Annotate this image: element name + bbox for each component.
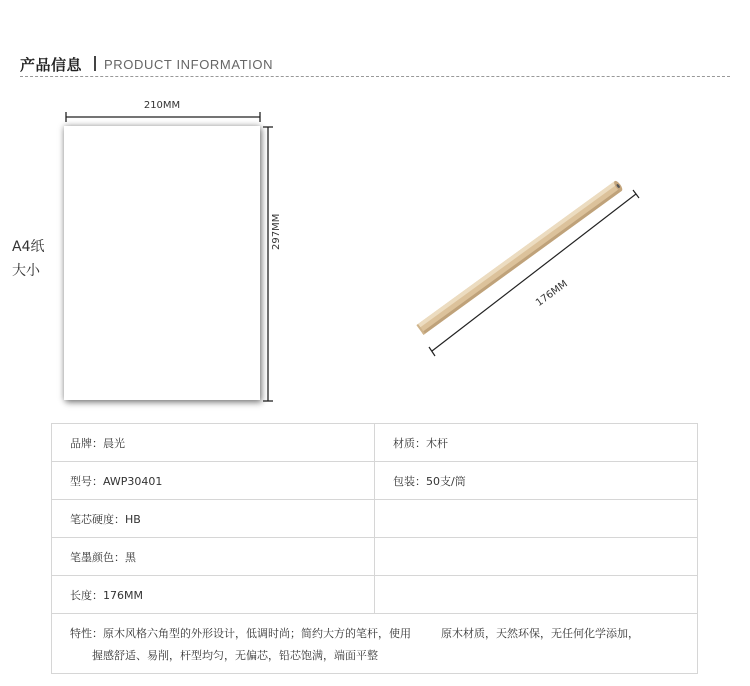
spec-material: 材质：木杆 — [375, 424, 698, 462]
spec-table — [51, 423, 698, 674]
spec-empty — [375, 538, 698, 576]
table-row — [52, 424, 698, 462]
spec-ink-color: 笔墨颜色：黑 — [52, 538, 375, 576]
pencil-length-label: 176MM — [534, 278, 570, 309]
spec-hardness: 笔芯硬度：HB — [52, 500, 375, 538]
pencil-length-dimension — [429, 190, 639, 356]
spec-features — [52, 614, 698, 674]
table-row — [52, 462, 698, 500]
table-row — [52, 614, 698, 674]
section-title-en: PRODUCT INFORMATION — [104, 57, 274, 72]
spec-brand: 品牌：晨光 — [52, 424, 375, 462]
spec-empty — [375, 576, 698, 614]
section-title-cn: 产品信息 — [20, 56, 83, 74]
spec-empty — [375, 500, 698, 538]
features-line-2: 握感舒适、易削，杆型均匀，无偏芯，铅芯饱满，端面平整 — [92, 648, 378, 662]
paper-height-dimension — [263, 127, 273, 401]
paper-width-dimension — [66, 112, 260, 122]
spec-package: 包装：50支/筒 — [375, 462, 698, 500]
table-row — [52, 500, 698, 538]
features-line-1 — [70, 623, 679, 645]
table-row — [52, 538, 698, 576]
pencil-image — [416, 180, 623, 335]
a4-label-line2: 大小 — [12, 263, 40, 279]
features-text-b: 原木材质，天然环保，无任何化学添加， — [441, 626, 639, 640]
paper-width-label: 210MM — [143, 100, 181, 111]
spec-length: 长度：176MM — [52, 576, 375, 614]
paper-height-label: 297MM — [271, 213, 282, 250]
spec-model: 型号：AWP30401 — [52, 462, 375, 500]
a4-label-line1: A4纸 — [12, 239, 45, 255]
table-row — [52, 576, 698, 614]
features-text-a: 特性：原木风格六角型的外形设计，低调时尚；简约大方的笔杆，使用 — [70, 626, 411, 640]
